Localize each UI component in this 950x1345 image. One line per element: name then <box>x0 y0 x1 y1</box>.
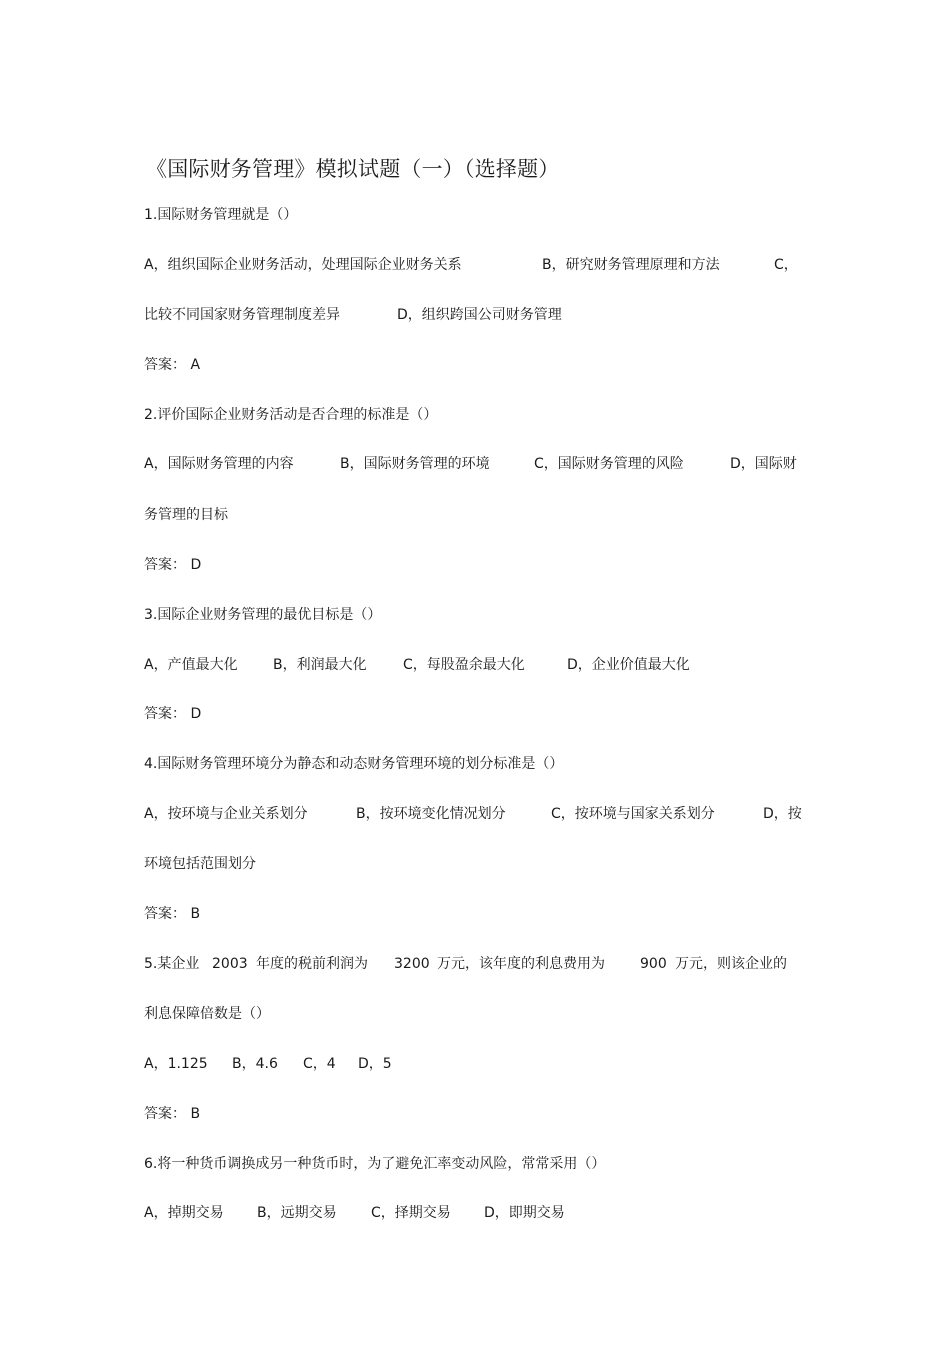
question-4-stem: 4.国际财务管理环境分为静态和动态财务管理环境的划分标准是（） <box>144 756 564 772</box>
question-1-option-d: D，组织跨国公司财务管理 <box>397 307 562 323</box>
question-4-options-line-2: 环境包括范围划分 <box>144 856 256 872</box>
question-4-option-c: C，按环境与国家关系划分 <box>551 806 715 822</box>
question-4-option-b: B，按环境变化情况划分 <box>356 806 506 822</box>
question-4-option-a: A，按环境与企业关系划分 <box>144 806 308 822</box>
question-3-option-c: C，每股盈余最大化 <box>403 657 525 673</box>
question-1-option-a: A，组织国际企业财务活动，处理国际企业财务关系 <box>144 257 462 273</box>
question-5-option-c: C，4 <box>303 1056 336 1072</box>
question-5-stem-part: 万元，该年度的利息费用为 <box>437 956 605 972</box>
question-6-option-a: A，掉期交易 <box>144 1205 224 1221</box>
question-6-option-d: D，即期交易 <box>484 1205 565 1221</box>
document-title: 《国际财务管理》模拟试题（一）（选择题） <box>146 157 560 181</box>
question-3-stem: 3.国际企业财务管理的最优目标是（） <box>144 607 382 623</box>
question-5-stem-profit: 3200 <box>394 956 430 972</box>
question-3-answer: 答案： D <box>144 706 202 722</box>
question-1-option-c-label: C， <box>774 257 798 273</box>
question-5-stem-line-2: 利息保障倍数是（） <box>144 1006 270 1022</box>
question-5-stem-year: 2003 <box>212 956 248 972</box>
question-5-stem-part: 5.某企业 <box>144 956 200 972</box>
question-1-option-b: B，研究财务管理原理和方法 <box>542 257 720 273</box>
question-4-option-d-part: D，按 <box>763 806 802 822</box>
question-2-option-b: B，国际财务管理的环境 <box>340 456 490 472</box>
question-5-stem-interest: 900 <box>640 956 667 972</box>
question-6-option-b: B，远期交易 <box>257 1205 337 1221</box>
question-5-stem-part: 万元，则该企业的 <box>675 956 787 972</box>
question-2-options-line-2: 务管理的目标 <box>144 507 228 523</box>
question-6-stem: 6.将一种货币调换成另一种货币时，为了避免汇率变动风险，常常采用（） <box>144 1156 606 1172</box>
question-3-option-d: D，企业价值最大化 <box>567 657 690 673</box>
question-1-option-c-text: 比较不同国家财务管理制度差异 <box>144 307 340 323</box>
question-3-option-b: B，利润最大化 <box>273 657 367 673</box>
question-2-answer: 答案： D <box>144 557 202 573</box>
question-5-stem-part: 年度的税前利润为 <box>256 956 368 972</box>
question-5-answer: 答案： B <box>144 1106 201 1122</box>
question-2-option-d-part: D，国际财 <box>730 456 797 472</box>
question-6-option-c: C，择期交易 <box>371 1205 451 1221</box>
question-5-option-d: D，5 <box>358 1056 392 1072</box>
question-5-option-b: B，4.6 <box>232 1056 278 1072</box>
question-2-option-a: A，国际财务管理的内容 <box>144 456 294 472</box>
question-3-option-a: A，产值最大化 <box>144 657 238 673</box>
question-4-answer: 答案： B <box>144 906 201 922</box>
question-5-option-a: A，1.125 <box>144 1056 208 1072</box>
question-2-option-c: C，国际财务管理的风险 <box>534 456 684 472</box>
question-1-answer: 答案： A <box>144 357 201 373</box>
question-2-stem: 2.评价国际企业财务活动是否合理的标准是（） <box>144 407 438 423</box>
question-1-stem: 1.国际财务管理就是（） <box>144 207 298 223</box>
